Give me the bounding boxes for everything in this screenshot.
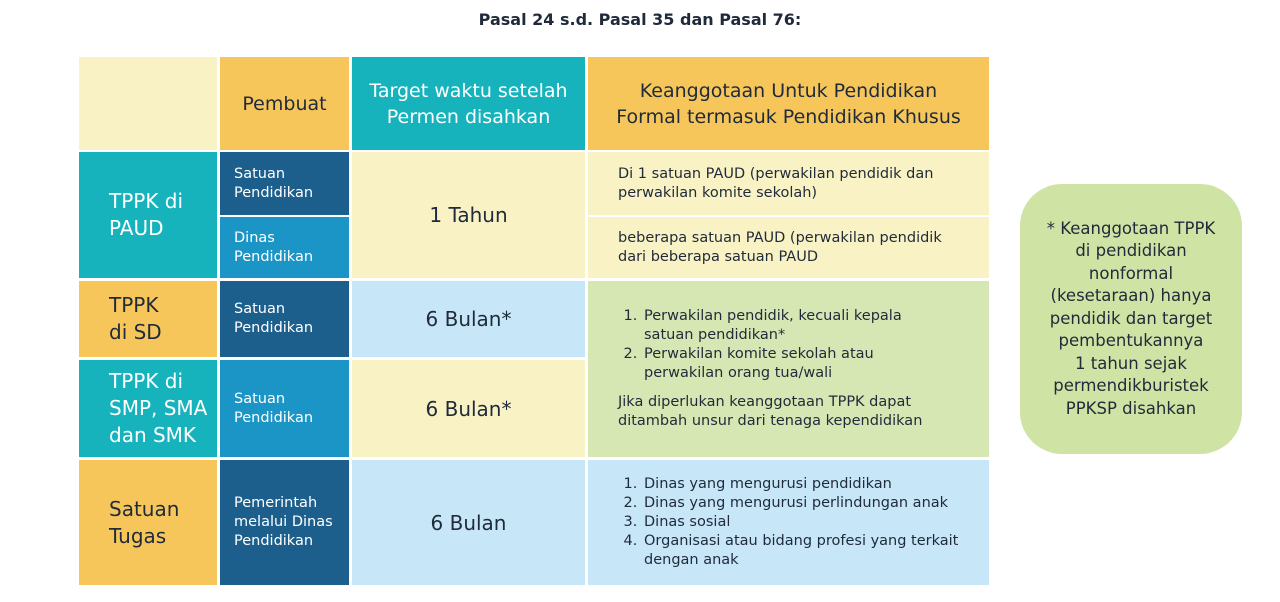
list-item: 2. Dinas yang mengurusi perlindungan anak bbox=[642, 494, 958, 513]
smp-maker-line2: Pendidikan bbox=[234, 409, 314, 426]
header-target-line1: Target waktu setelah bbox=[369, 79, 568, 102]
note-line7: 1 tahun sejak bbox=[1075, 353, 1187, 373]
header-maker-label: Pembuat bbox=[242, 92, 327, 115]
page-title: Pasal 24 s.d. Pasal 35 dan Pasal 76: bbox=[478, 10, 802, 29]
members-satgas bbox=[588, 460, 989, 585]
list-item bbox=[642, 307, 922, 345]
maker-satgas bbox=[220, 460, 349, 585]
target-satgas bbox=[352, 460, 585, 585]
row-label-satgas bbox=[79, 460, 217, 585]
satgas-maker-line1: Pemerintah bbox=[234, 495, 318, 511]
note-line2: di pendidikan bbox=[1075, 241, 1187, 261]
target-paud bbox=[352, 152, 585, 278]
paud-label-line2: PAUD bbox=[109, 216, 164, 240]
header-members bbox=[588, 57, 989, 150]
members-sd-smp bbox=[588, 281, 989, 457]
row-label-sd bbox=[79, 281, 217, 357]
header-target bbox=[352, 57, 585, 150]
list-item bbox=[642, 345, 922, 383]
smp-label-line2: SMP, SMA bbox=[109, 396, 208, 420]
sd-smp-item2-line1: 2. Perwakilan komite sekolah atau bbox=[644, 346, 874, 362]
note-line5: pendidik dan target bbox=[1049, 308, 1213, 328]
paud-maker1-line1: Satuan bbox=[234, 165, 286, 182]
smp-label-line1: TPPK di bbox=[109, 369, 184, 393]
satgas-members-list bbox=[618, 475, 958, 570]
sd-smp-item1-line2: satuan pendidikan* bbox=[644, 327, 786, 343]
note-line4: (kesetaraan) hanya bbox=[1050, 286, 1212, 306]
target-sd bbox=[352, 281, 585, 357]
sd-label-line1: TPPK bbox=[109, 293, 159, 317]
note-line6: pembentukannya bbox=[1058, 331, 1204, 351]
paud-maker2-line2: Pendidikan bbox=[234, 248, 314, 265]
members-paud-dinas bbox=[588, 217, 989, 278]
header-corner-cell bbox=[79, 57, 217, 150]
note-line3: nonformal bbox=[1088, 263, 1174, 283]
list-item: 1. Dinas yang mengurusi pendidikan bbox=[642, 475, 958, 494]
note-line9: PPKSP disahkan bbox=[1065, 398, 1197, 418]
maker-paud-satuan bbox=[220, 152, 349, 215]
sd-smp-extra-line1: Jika diperlukan keanggotaan TPPK dapat bbox=[618, 394, 912, 410]
paud-maker1-line2: Pendidikan bbox=[234, 184, 314, 201]
sd-label-line2: di SD bbox=[109, 320, 162, 344]
row-label-smp bbox=[79, 360, 217, 457]
list-item: 3. Dinas sosial bbox=[642, 513, 958, 532]
sd-smp-extra-line2: ditambah unsur dari tenaga kependidikan bbox=[618, 413, 923, 429]
satgas-target-value: 6 Bulan bbox=[430, 510, 507, 535]
satgas-item4-line1: 4. Organisasi atau bidang profesi yang terkait bbox=[644, 533, 959, 549]
paud-members1-line1: Di 1 satuan PAUD (perwakilan pendidik dan bbox=[618, 165, 934, 182]
paud-members1-line2: perwakilan komite sekolah) bbox=[618, 184, 818, 201]
header-maker bbox=[220, 57, 349, 150]
row-label-paud bbox=[79, 152, 217, 278]
side-note bbox=[1020, 184, 1242, 454]
paud-members2-line1: beberapa satuan PAUD (perwakilan pendidik bbox=[618, 229, 942, 246]
note-line1: * Keanggotaan TPPK bbox=[1046, 218, 1216, 238]
members-paud-satuan bbox=[588, 152, 989, 215]
sd-smp-item1-line1: 1. Perwakilan pendidik, kecuali kepala bbox=[644, 308, 902, 324]
maker-smp bbox=[220, 360, 349, 457]
satgas-item4-line2: dengan anak bbox=[644, 552, 739, 568]
satgas-label-line1: Satuan bbox=[109, 496, 180, 521]
header-target-line2: Permen disahkan bbox=[386, 105, 551, 128]
paud-members2-line2: dari beberapa satuan PAUD bbox=[618, 248, 818, 265]
satgas-maker-line3: Pendidikan bbox=[234, 533, 314, 549]
paud-label-line1: TPPK di bbox=[109, 189, 184, 213]
satgas-maker-line2: melalui Dinas bbox=[234, 514, 333, 530]
note-line8: permendikburistek bbox=[1053, 376, 1209, 396]
sd-maker-line2: Pendidikan bbox=[234, 320, 314, 336]
smp-label-line3: dan SMK bbox=[109, 423, 197, 447]
list-item bbox=[642, 532, 958, 570]
smp-target-value: 6 Bulan* bbox=[425, 396, 512, 421]
target-smp bbox=[352, 360, 585, 457]
maker-paud-dinas bbox=[220, 217, 349, 278]
sd-target-value: 6 Bulan* bbox=[425, 307, 512, 331]
maker-sd bbox=[220, 281, 349, 357]
header-members-line1: Keanggotaan Untuk Pendidikan bbox=[639, 79, 938, 102]
paud-target-value: 1 Tahun bbox=[429, 203, 508, 227]
header-members-line2: Formal termasuk Pendidikan Khusus bbox=[616, 105, 961, 128]
satgas-label-line2: Tugas bbox=[109, 523, 167, 548]
sd-smp-members-list bbox=[618, 307, 922, 383]
sd-smp-item2-line2: perwakilan orang tua/wali bbox=[644, 365, 833, 381]
sd-maker-line1: Satuan bbox=[234, 301, 286, 317]
paud-maker2-line1: Dinas bbox=[234, 229, 275, 246]
smp-maker-line1: Satuan bbox=[234, 390, 286, 407]
